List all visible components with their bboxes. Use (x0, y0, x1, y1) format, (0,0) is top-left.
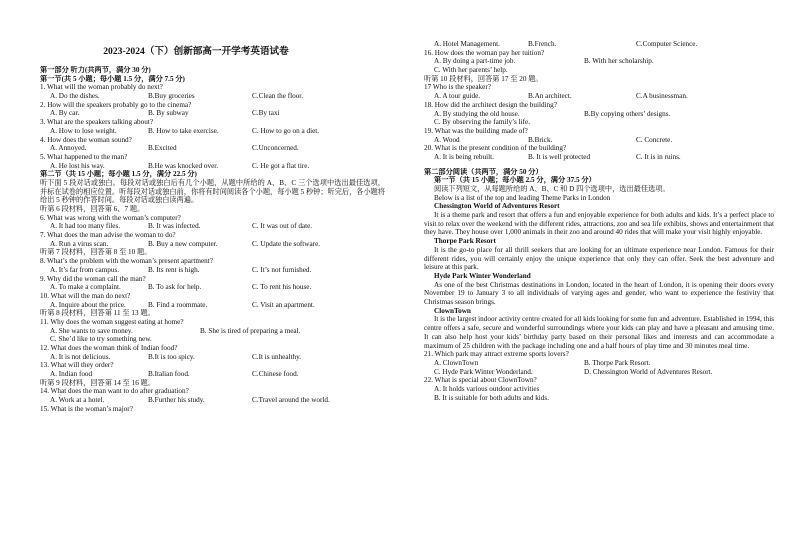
option-c: C.Computer Science. (636, 40, 698, 48)
option-a: A. Wood (434, 135, 460, 144)
option-a: A. It’s far from campus. (50, 265, 120, 274)
question-3: 3. What are the speakers talking about? (40, 118, 154, 127)
material-7-note: 听第 7 段材料，回答第 8 至 10 题。 (40, 248, 152, 257)
option-b: B. By subway (148, 109, 189, 118)
question-13-options (40, 370, 385, 379)
hyde-title: Hyde Park Winter Wonderland (434, 271, 531, 280)
question-16-option-c: C. With her parents’ help. (434, 66, 508, 75)
question-22: 22. What is special about ClownTown? (424, 376, 537, 385)
question-20-options (424, 153, 774, 162)
option-b: B. She is tired of preparing a meal. (200, 326, 301, 335)
question-19: 19. What was the building made of? (424, 126, 528, 135)
thorpe-title: Thorpe Park Resort (434, 237, 496, 246)
material-8-note: 听第 8 段材料，回答第 11 至 13 题。 (40, 309, 155, 318)
section-instructions: 听下面 5 段对话或独白。每段对话或独白后有几个小题，从题中所给的 A、B、C 三个选项中选出最佳选项，并标在试卷的相应位置。听每段对话或独白前，你将有时间阅读各个小题，每小题 5 秒钟；听完后，各小题将给出 5 秒钟的作答时间。每段对话或独白读两遍。 (40, 178, 386, 205)
option-a: A. By car. (50, 109, 80, 118)
question-21: 21. Which park may attract extreme sports lovers? (424, 350, 569, 359)
passage-lead: Below is a list of the top and leading Theme Parks in London (434, 193, 611, 202)
option-a: A. Indian food (50, 370, 93, 379)
option-b: B.French. (528, 40, 557, 48)
question-9-options (40, 283, 385, 292)
option-b: B.An architect. (528, 92, 572, 101)
option-c: C.Unconcerned. (252, 144, 299, 153)
question-17: 17 Who is the speaker? (424, 83, 491, 92)
option-c: C.Clean the floor. (252, 92, 304, 101)
question-4: 4. How does the woman sound? (40, 135, 132, 144)
question-11: 11. Why does the woman suggest eating at home? (40, 317, 184, 326)
part1-sec1-heading: 第一节(共 5 小题；每小题 1.5 分，满分 7.5 分) (40, 74, 185, 83)
option-c: C.A businessman. (636, 92, 688, 101)
question-4-options (40, 144, 385, 153)
question-14-options (40, 396, 385, 405)
option-c: C. Hyde Park Winter Wonderland. (434, 367, 533, 376)
question-22-option-a: A. It holds various outdoor activities (434, 385, 540, 394)
question-18-options (424, 110, 774, 119)
question-3-options (40, 127, 385, 136)
option-c: C.Chinese food. (252, 370, 299, 379)
option-a: A. It is not delicious. (50, 352, 111, 361)
hyde-text: As one of the best Christmas destinations in London, located in the heart of London, it is opening their doors every November 19 to January 3 to all individuals of varying ages and gender, who want to experience the festivity that Christmas season brings. (424, 280, 774, 307)
option-a: A. ClownTown (434, 358, 479, 367)
option-a: A. It had too many files. (50, 222, 121, 231)
option-c: C.It is unhealthy. (252, 352, 302, 361)
option-a: A. To make a complaint. (50, 283, 121, 292)
question-12: 12. What does the woman think of Indian food? (40, 344, 178, 353)
question-11-options (40, 327, 385, 336)
option-a: A. Inquire about the price. (50, 300, 126, 309)
option-b: B. How to take exercise. (148, 126, 219, 135)
option-c: C. To rent his house. (252, 283, 312, 292)
question-18: 18. How did the architect design the building? (424, 100, 557, 109)
question-9: 9. Why did the woman call the man? (40, 274, 146, 283)
option-a: A. He lost his way. (50, 161, 105, 170)
chessington-title: Chessington World of Adventures Resort (434, 202, 560, 211)
question-8: 8. What’s the problem with the woman’s present apartment? (40, 257, 213, 266)
question-14: 14. What does the man want to do after graduation? (40, 387, 189, 396)
question-8-options (40, 266, 385, 275)
option-a: A. She wants to save money. (50, 326, 133, 335)
right-column (424, 40, 774, 402)
option-a: A. Run a virus scan. (50, 239, 109, 248)
question-6-options (40, 222, 385, 231)
part1-heading: 第一部分 听力(共两节，满分 30 分) (40, 66, 151, 74)
question-10-options (40, 301, 385, 310)
option-c: C.Travel around the world. (252, 396, 330, 405)
option-c: C.By taxi (252, 109, 280, 118)
question-22-option-b: B. It is suitable for both adults and kids. (434, 393, 549, 402)
option-c: C. How to go on a diet. (252, 126, 320, 135)
chessington-text: It is a theme park and resort that offers a fun and enjoyable experience for both adults and kids. It’s a perfect place to visit to relax over the weekend with the different rides, attractions, zoo and sea life exhibits, shows and entertainment that they have. They house over 1,000 animals in their zoo and around 40 rides that will make your visit highly enjoyable. (424, 211, 774, 237)
option-a: A. Annoyed. (50, 144, 87, 153)
option-b: B. Buy a new computer. (148, 239, 218, 248)
option-b: B. It was infected. (148, 222, 201, 231)
option-a: A. A tour guide. (434, 92, 481, 101)
question-2-options (40, 109, 385, 118)
option-b: B.Excited (148, 144, 177, 153)
option-c: C. It is in ruins. (636, 152, 681, 161)
option-b: B. Find a roommate. (148, 300, 208, 309)
question-15-options (424, 40, 774, 49)
option-c: C. Concrete. (636, 135, 673, 144)
option-b: B.Brick. (528, 135, 553, 144)
option-a: A. Work at a hotel. (50, 396, 105, 405)
question-13: 13. What will they order? (40, 361, 114, 370)
question-2: 2. How will the speakers probably go to the cinema? (40, 100, 192, 109)
option-a: A. By doing a part-time job. (434, 57, 516, 66)
material-9-note: 听第 9 段材料，回答第 14 至 16 题。 (40, 378, 156, 387)
question-11-option-c: C. She’d like to try something new. (50, 335, 152, 344)
option-d: D. Chessington World of Adventures Resort. (584, 367, 713, 376)
question-1-options (40, 92, 385, 101)
clowntown-title: ClownTown (434, 306, 471, 315)
clowntown-text: It is the largest indoor activity centre created for all kids looking for some fun and adventure. Established in 1994, this centre offers a safe, secure and wonderful surroundings where your kids can play and have a pleasant and amusing time. It can also help host your kids’ birthday party based on their personal likes and interests and can accommodate a maximum of 25 children with the package including one and a half hours of play time and 30 minutes meal time. (424, 315, 774, 350)
option-b: B. With her scholarship. (584, 57, 654, 66)
option-b: B.He was knocked over. (148, 161, 219, 170)
option-b: B.Buy groceries (148, 92, 195, 101)
question-17-options (424, 92, 774, 101)
question-18-option-c: C. By observing the family’s life. (434, 118, 531, 127)
question-16-options (424, 57, 774, 66)
material-6-note: 听第 6 段材料，回答第 6、7 题。 (40, 205, 145, 214)
option-a: A. It is being rebuilt. (434, 152, 494, 161)
option-c: C. Visit an apartment. (252, 300, 315, 309)
option-a: A. Do the dishes. (50, 92, 100, 101)
question-5-options (40, 162, 385, 171)
reading-instruction: 阅读下列短文，从每题所给的 A、B、C 和 D 四个选项中，选出最佳选项。 (434, 185, 670, 193)
question-6: 6. What was wrong with the woman’s computer? (40, 213, 181, 222)
option-c: C. It was out of date. (252, 222, 313, 231)
question-20: 20. What is the present condition of the building? (424, 144, 567, 153)
option-b: B.Italian food. (148, 370, 190, 379)
option-b: B. To ask for help. (148, 283, 202, 292)
option-a: A. Hotel Management. (434, 40, 500, 48)
option-b: B. Thorpe Park Resort. (584, 358, 651, 367)
option-b: B.By copying others’ designs. (584, 109, 671, 118)
question-21-options-ab (424, 359, 774, 368)
question-7-options (40, 240, 385, 249)
option-c: C. He got a flat tire. (252, 161, 310, 170)
option-b: B.It is too spicy. (148, 352, 195, 361)
part2-sec1-heading: 第一节（共 15 小题；每小题 2.5 分，满分 37.5 分） (434, 176, 596, 185)
option-c: C. It’s not furnished. (252, 265, 312, 274)
question-19-options (424, 136, 774, 145)
thorpe-text: It is the go-to place for all thrill seekers that are looking for an ultimate experience near London. Famous for their different rides, you will certainly enjoy the unique experience that only they can offer. Seek the best adventure and leisure at this park. (424, 245, 774, 272)
material-10-note: 听第 10 段材料，回答第 17 至 20 题。 (424, 74, 543, 83)
option-b: B. Its rent is high. (148, 265, 200, 274)
exam-title: 2023-2024（下）创新部高一开学考英语试卷 (103, 46, 289, 57)
question-5: 5. What happened to the man? (40, 152, 128, 161)
option-c: C. Update the software. (252, 239, 321, 248)
option-b: B. It is well protected (528, 152, 591, 161)
question-16: 16. How does the woman pay her tuition? (424, 48, 545, 57)
question-12-options (40, 353, 385, 362)
question-21-options-cd (424, 368, 774, 377)
part2-heading: 第二部分阅读（共两节，满分 50 分） (424, 167, 543, 176)
question-1: 1. What will the woman probably do next? (40, 83, 163, 92)
question-10: 10. What will the man do next? (40, 291, 131, 300)
option-a: A. By studying the old house. (434, 109, 520, 118)
left-column (40, 66, 385, 414)
question-7: 7. What does the man advise the woman to do? (40, 231, 176, 240)
option-b: B.Further his study. (148, 396, 205, 405)
question-15: 15. What is the woman’s major? (40, 404, 133, 413)
part1-sec2-heading: 第二节（共 15 小题；每小题 1.5 分，满分 22.5 分) (40, 170, 197, 179)
option-a: A. How to lose weight. (50, 126, 117, 135)
